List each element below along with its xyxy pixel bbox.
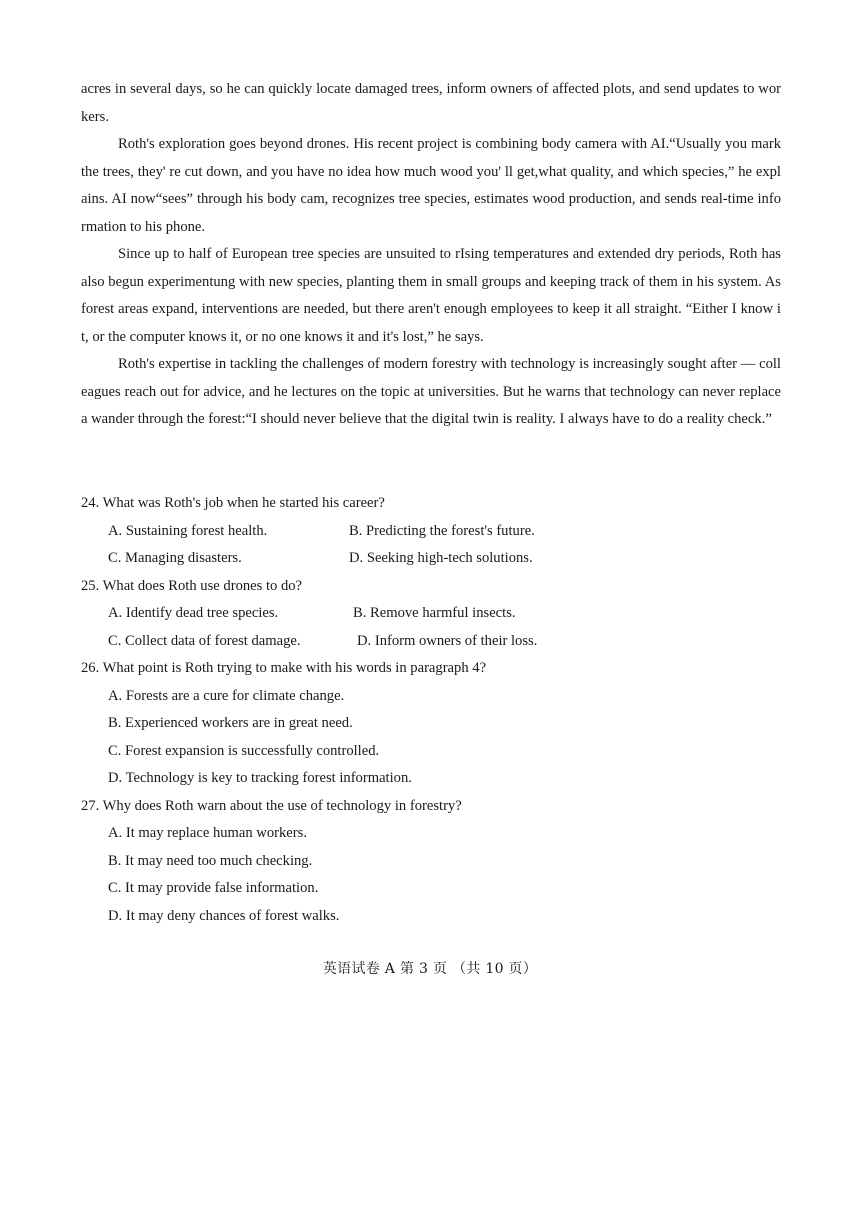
option-row <box>81 545 781 573</box>
question-24 <box>81 490 781 573</box>
option-a: A. It may replace human workers. <box>108 825 307 841</box>
option-b: B. Predicting the forest's future. <box>349 522 535 539</box>
option-b: B. It may need too much checking. <box>108 852 313 869</box>
option-b: B. Experienced workers are in great need. <box>108 715 353 731</box>
option-d: D. Technology is key to tracking forest information. <box>108 770 412 786</box>
question-25 <box>81 573 781 656</box>
question-stem: 27. Why does Roth warn about the use of technology in forestry? <box>81 797 462 814</box>
question-stem: 24. What was Roth's job when he started his career? <box>81 495 385 511</box>
reading-passage <box>81 76 781 434</box>
option-c: C. Managing disasters. <box>108 550 242 566</box>
option-a: A. Sustaining forest health. <box>108 522 268 539</box>
option-d: D. It may deny chances of forest walks. <box>108 907 340 924</box>
option-c: C. Forest expansion is successfully controlled. <box>108 742 380 759</box>
option-a: A. Forests are a cure for climate change. <box>108 687 345 704</box>
question-list <box>81 490 781 930</box>
option-d: D. Inform owners of their loss. <box>357 632 538 649</box>
passage-paragraph: Roth's exploration goes beyond drones. His recent project is combining body camera with AI.“Usually you mark the trees, they' re cut down, and you have no idea how much wood you' ll get,what quality, and which species,” he explains. AI now“sees” through his body cam, recognizes tree species, estimates wood production, and sends real-time information to his phone. <box>81 136 781 235</box>
option-a: A. Identify dead tree species. <box>108 605 279 621</box>
option-c: C. It may provide false information. <box>108 880 319 896</box>
option-row <box>81 600 781 628</box>
page-footer: 英语试卷 A 第 3 页 （共 10 页） <box>322 961 538 977</box>
passage-paragraph: Roth's expertise in tackling the challenges of modern forestry with technology is increasingly sought after — colleagues reach out for advice, and he lectures on the topic at universities. But he warns that technology can never replace a wander through the forest:“I should never believe that the digital twin is reality. I always have to do a reality check.” <box>81 356 781 427</box>
passage-paragraph: acres in several days, so he can quickly locate damaged trees, inform owners of affected plots, and send updates to workers. <box>81 81 781 125</box>
option-row <box>81 518 781 546</box>
option-row <box>81 628 781 656</box>
question-27 <box>81 793 781 931</box>
option-b: B. Remove harmful insects. <box>353 605 516 621</box>
question-stem: 25. What does Roth use drones to do? <box>81 577 303 594</box>
option-c: C. Collect data of forest damage. <box>108 632 301 649</box>
option-d: D. Seeking high-tech solutions. <box>349 550 533 566</box>
passage-paragraph: Since up to half of European tree species are unsuited to rIsing temperatures and extended dry periods, Roth has also begun experimentung with new species, planting them in small groups and keeping track of them in his system. As forest areas expand, interventions are needed, but there aren't enough employees to keep it all straight. “Either I know it, or the computer knows it, or no one knows it and it's lost,” he says. <box>81 246 781 345</box>
question-stem: 26. What point is Roth trying to make with his words in paragraph 4? <box>81 660 487 676</box>
question-26 <box>81 655 781 793</box>
